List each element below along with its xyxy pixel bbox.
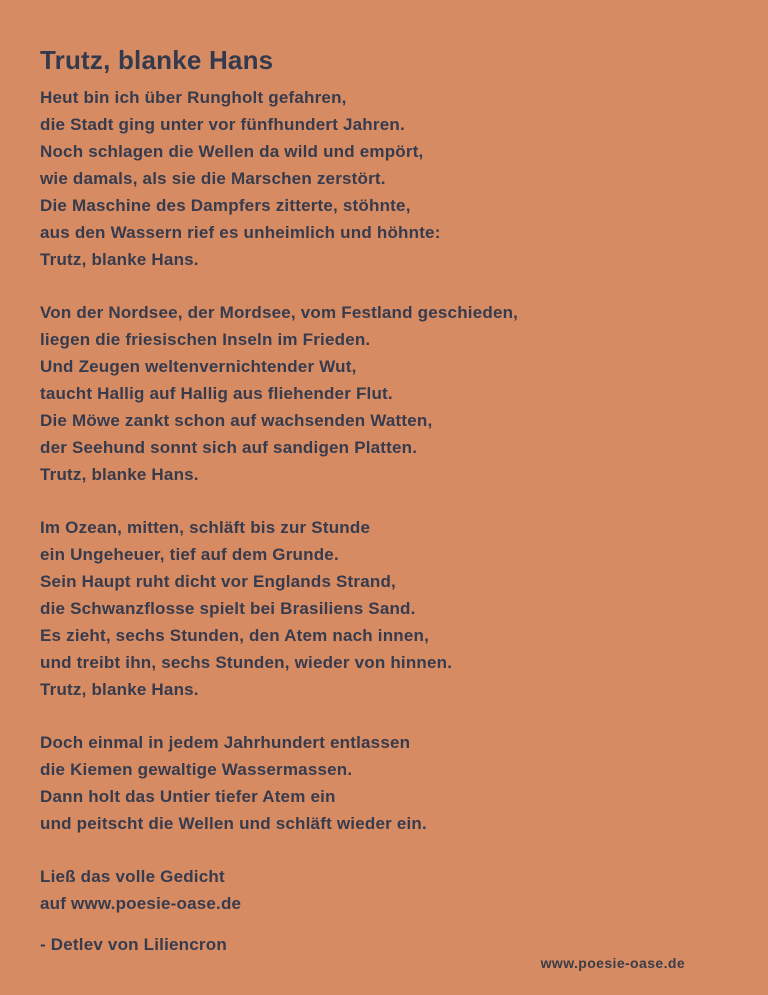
stanza-3 xyxy=(40,514,728,703)
poem-line: Die Maschine des Dampfers zitterte, stöhnte, xyxy=(40,196,411,215)
poem-line: Und Zeugen weltenvernichtender Wut, xyxy=(40,357,357,376)
stanza-4 xyxy=(40,729,728,837)
teaser-note xyxy=(40,863,728,917)
poem-line: Sein Haupt ruht dicht vor Englands Strand, xyxy=(40,572,396,591)
teaser-line: Ließ das volle Gedicht xyxy=(40,867,225,886)
poem-line: die Kiemen gewaltige Wassermassen. xyxy=(40,760,353,779)
author-attribution: - Detlev von Liliencron xyxy=(40,935,227,954)
poem-line: Dann holt das Untier tiefer Atem ein xyxy=(40,787,336,806)
stanza-1 xyxy=(40,84,728,273)
poem-line: und peitscht die Wellen und schläft wieder ein. xyxy=(40,814,427,833)
poem-line: die Stadt ging unter vor fünfhundert Jahren. xyxy=(40,115,405,134)
poem-line: Heut bin ich über Rungholt gefahren, xyxy=(40,88,347,107)
poem-line: Die Möwe zankt schon auf wachsenden Watten, xyxy=(40,411,433,430)
site-watermark: www.poesie-oase.de xyxy=(540,955,685,971)
poem-line: der Seehund sonnt sich auf sandigen Platten. xyxy=(40,438,418,457)
poem-line: Trutz, blanke Hans. xyxy=(40,680,199,699)
poem-line: Von der Nordsee, der Mordsee, vom Festland geschieden, xyxy=(40,303,519,322)
poem-line: taucht Hallig auf Hallig aus fliehender Flut. xyxy=(40,384,393,403)
poem-line: Trutz, blanke Hans. xyxy=(40,250,199,269)
teaser-line: auf www.poesie-oase.de xyxy=(40,894,242,913)
poem-line: aus den Wassern rief es unheimlich und höhnte: xyxy=(40,223,441,242)
poem-line: und treibt ihn, sechs Stunden, wieder von hinnen. xyxy=(40,653,453,672)
poem-line: Noch schlagen die Wellen da wild und empört, xyxy=(40,142,424,161)
stanza-2 xyxy=(40,299,728,488)
poem-line: die Schwanzflosse spielt bei Brasiliens Sand. xyxy=(40,599,416,618)
poem-line: wie damals, als sie die Marschen zerstört. xyxy=(40,169,386,188)
poem-line: ein Ungeheuer, tief auf dem Grunde. xyxy=(40,545,339,564)
poem-line: Doch einmal in jedem Jahrhundert entlassen xyxy=(40,733,411,752)
poem-line: Im Ozean, mitten, schläft bis zur Stunde xyxy=(40,518,371,537)
poem-line: Es zieht, sechs Stunden, den Atem nach innen, xyxy=(40,626,430,645)
poem-title: Trutz, blanke Hans xyxy=(40,45,274,75)
poem-line: Trutz, blanke Hans. xyxy=(40,465,199,484)
poem-line: liegen die friesischen Inseln im Frieden. xyxy=(40,330,371,349)
